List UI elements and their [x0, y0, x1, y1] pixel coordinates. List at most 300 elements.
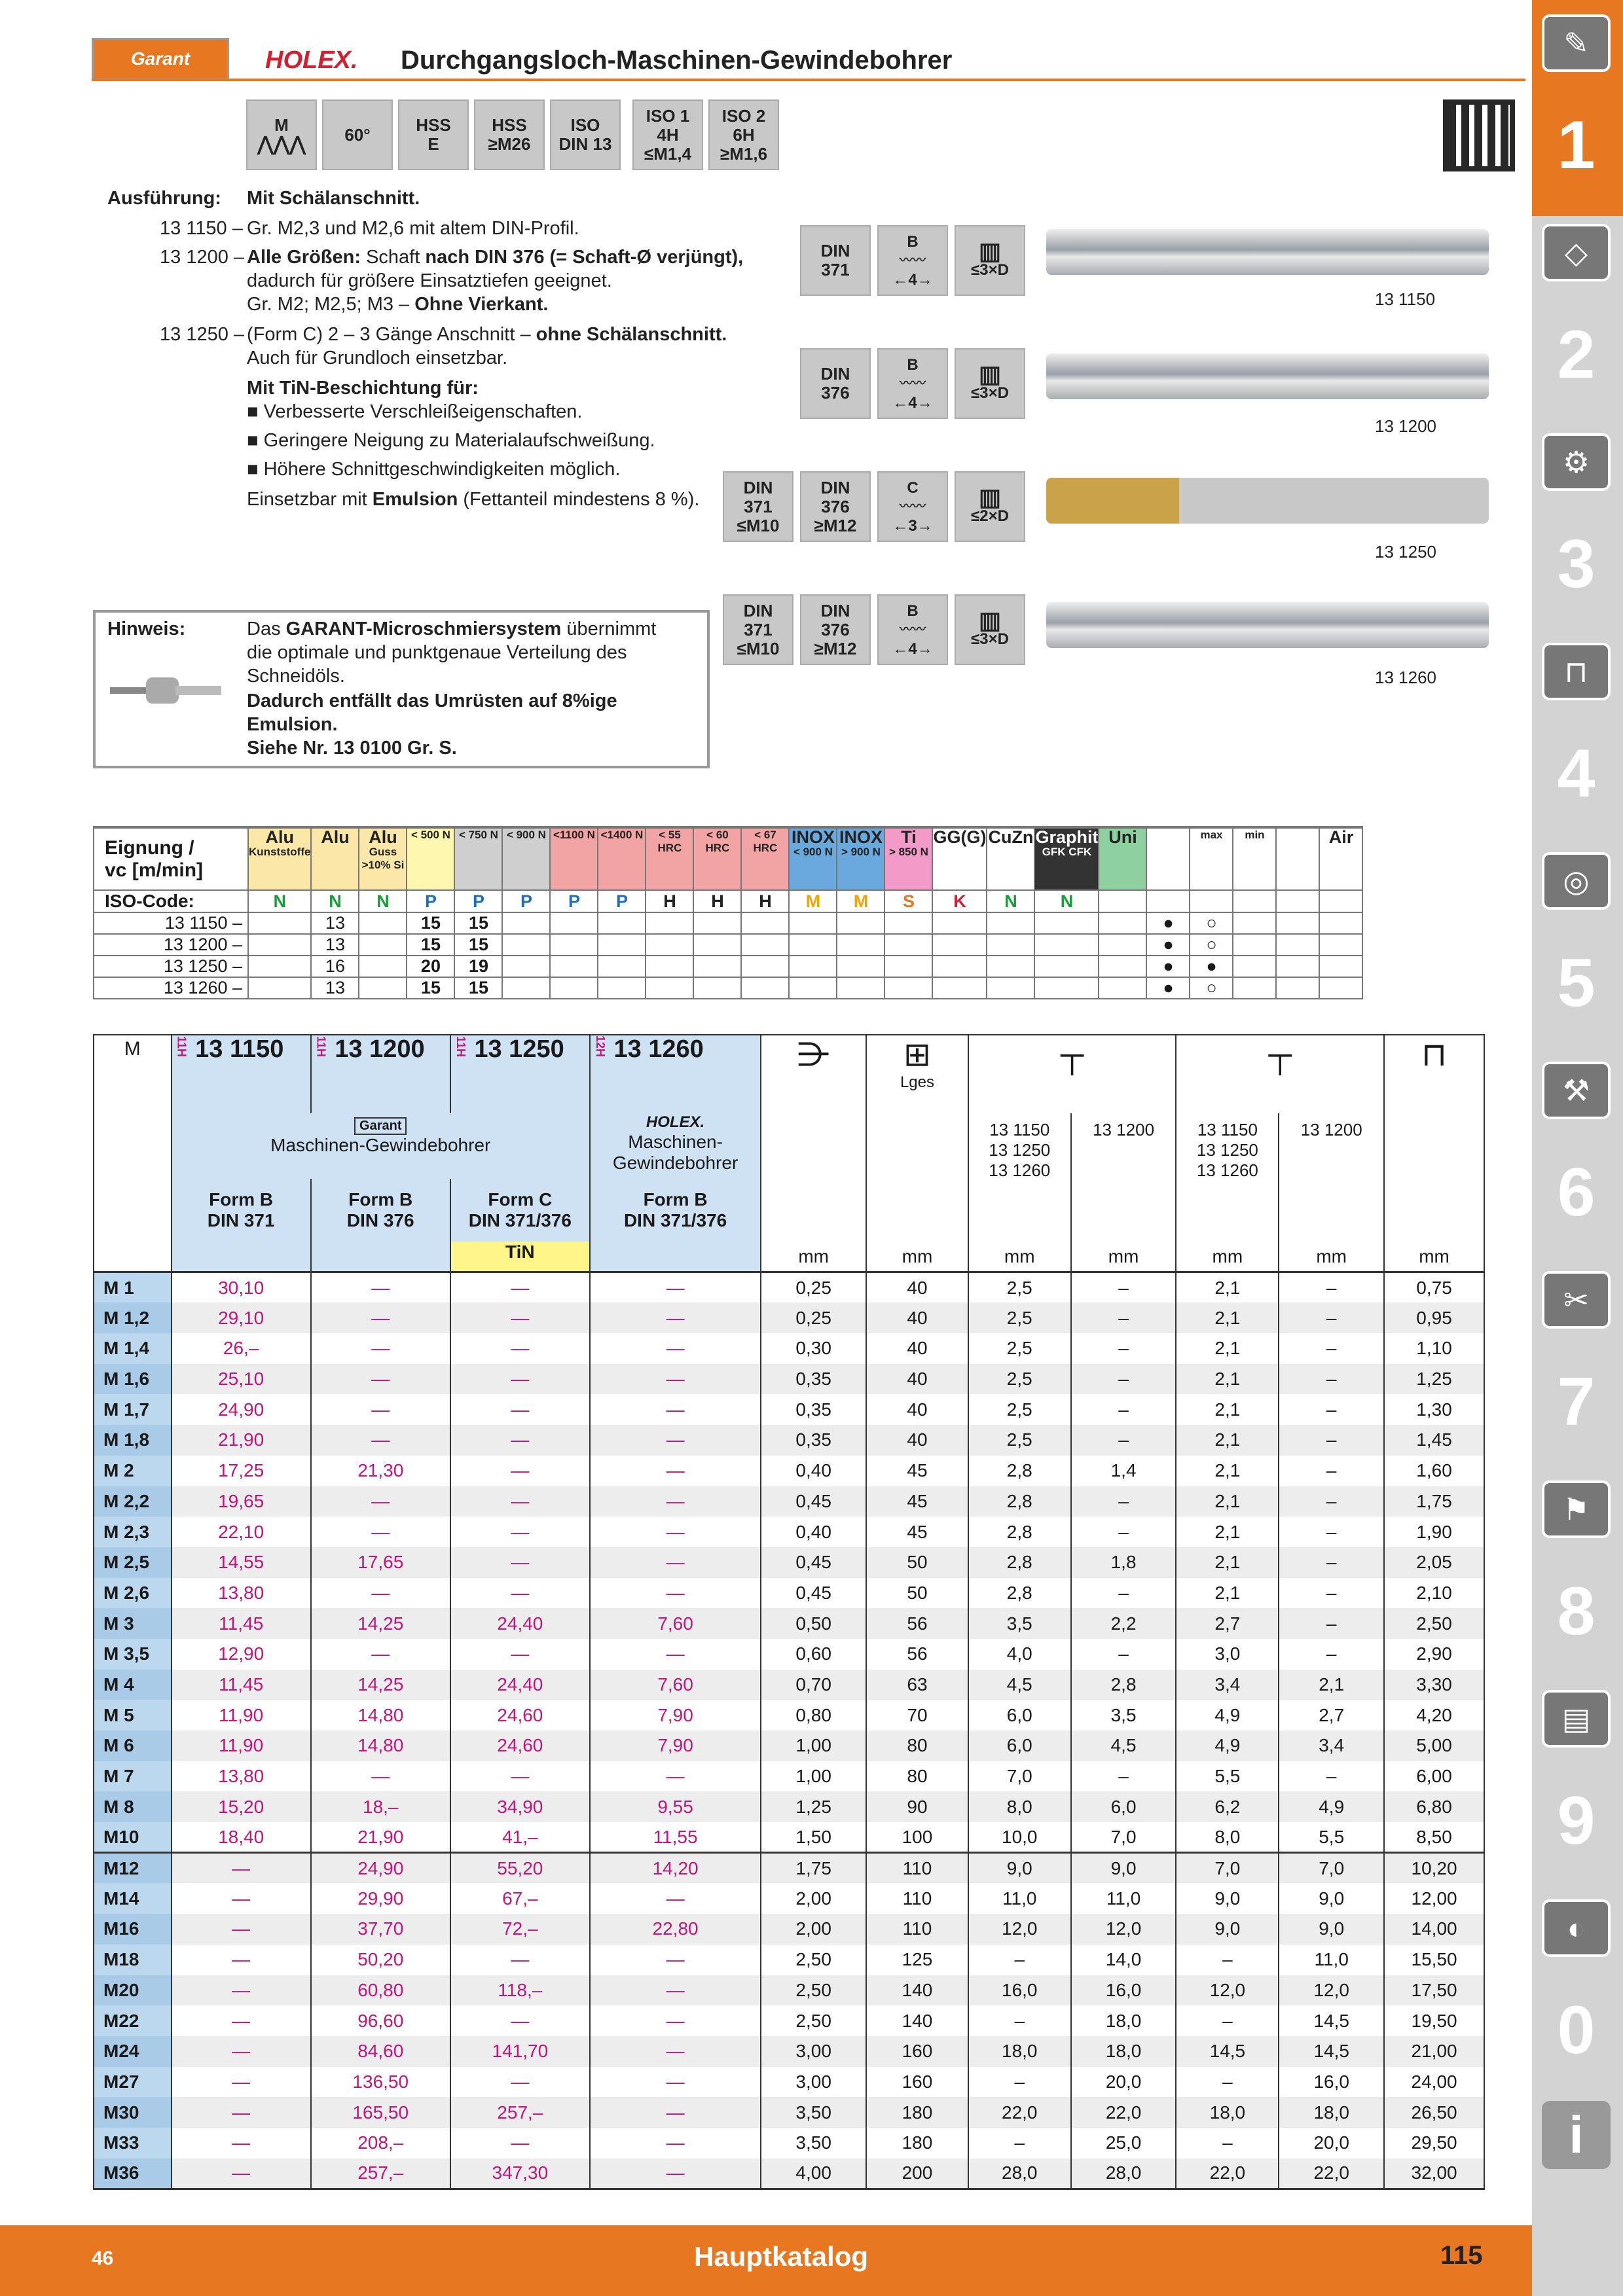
- table-cell: 18,0: [1071, 2036, 1176, 2067]
- table-cell: 50: [866, 1547, 968, 1578]
- suit-value: [1034, 912, 1099, 934]
- group-holex: HOLEX. Maschinen- Gewindebohrer: [590, 1113, 761, 1179]
- suit-value: 19: [454, 956, 502, 977]
- table-cell: –: [1279, 1456, 1384, 1486]
- table-cell: 21,90: [172, 1425, 311, 1456]
- suit-head: < 900 N: [502, 827, 550, 890]
- suit-head: min: [1233, 827, 1276, 890]
- page-title: Durchgangsloch-Maschinen-Gewindebohrer: [401, 45, 953, 75]
- suit-value: [359, 934, 407, 956]
- iso-code: N: [359, 890, 407, 912]
- table-cell: –: [1071, 1578, 1176, 1609]
- table-cell: —: [450, 1945, 590, 1975]
- spec-bullet: ■ Höhere Schnittgeschwindigkeiten möglich.: [247, 459, 621, 480]
- iso-label: ISO-Code:: [94, 890, 248, 912]
- table-cell: 2,00: [761, 1883, 866, 1914]
- table-cell: –: [1071, 1761, 1176, 1792]
- spec-line: Mit TiN-Beschichtung für:: [247, 378, 479, 399]
- col-code-131150: 11H 13 1150: [172, 1035, 311, 1113]
- sidebar-section-number[interactable]: 2: [1557, 317, 1596, 393]
- suit-value: [550, 956, 598, 977]
- table-cell: 90: [866, 1791, 968, 1822]
- table-cell: 2,5: [968, 1333, 1071, 1364]
- suit-value: [884, 912, 932, 934]
- spec-line: dadurch für größere Einsatztiefen geeignet.: [247, 270, 612, 291]
- suit-value: [932, 912, 987, 934]
- depth-box: ▥ ≤3×D: [955, 594, 1025, 665]
- table-cell: 2,90: [1384, 1639, 1484, 1670]
- sidebar-section-number[interactable]: 7: [1557, 1364, 1596, 1440]
- table-cell: 21,00: [1384, 2036, 1484, 2067]
- table-cell: 72,–: [450, 1914, 590, 1945]
- suit-value: [248, 934, 311, 956]
- table-cell: 180: [866, 2097, 968, 2128]
- suit-value: [987, 956, 1034, 977]
- table-cell: 257,–: [311, 2159, 450, 2189]
- table-cell: 11,55: [590, 1822, 761, 1853]
- suit-value: [1319, 956, 1362, 977]
- iso-code: [1233, 890, 1276, 912]
- suitability-table: [93, 826, 1363, 999]
- form-2: Form B DIN 376: [311, 1179, 450, 1242]
- iso-code: S: [884, 890, 932, 912]
- spec-line: Auch für Grundloch einsetzbar.: [247, 348, 508, 368]
- table-cell: –: [1279, 1486, 1384, 1517]
- table-cell: 0,40: [761, 1516, 866, 1547]
- note-line: Schneidöls.: [247, 666, 345, 687]
- table-cell: —: [172, 2159, 311, 2189]
- sidebar-section-number[interactable]: 3: [1557, 526, 1596, 602]
- table-cell: –: [1279, 1578, 1384, 1609]
- tap-image: [1046, 602, 1489, 648]
- table-cell: 14,25: [311, 1670, 450, 1700]
- sidebar-section-number[interactable]: 0: [1557, 1992, 1596, 2068]
- table-cell: —: [311, 1578, 450, 1609]
- sidebar-section-icon[interactable]: ⚙: [1542, 433, 1611, 491]
- sidebar-section-number[interactable]: 9: [1557, 1783, 1596, 1859]
- table-cell: 16,0: [968, 1975, 1071, 2006]
- iso-code: P: [407, 890, 454, 912]
- table-row: [94, 1456, 1484, 1486]
- table-cell: 14,25: [311, 1608, 450, 1639]
- table-cell: 2,1: [1176, 1272, 1279, 1303]
- sidebar-section-icon[interactable]: ✂: [1542, 1271, 1611, 1329]
- square-icon: ┬: [1176, 1035, 1384, 1113]
- note-label: Hinweis:: [107, 619, 186, 639]
- table-cell: —: [450, 1639, 590, 1670]
- table-cell: 2,8: [968, 1578, 1071, 1609]
- thread-size: M 1,2: [94, 1302, 172, 1333]
- table-cell: —: [311, 1364, 450, 1395]
- table-cell: 19,65: [172, 1486, 311, 1517]
- suit-value: [598, 912, 646, 934]
- thread-size: M27: [94, 2067, 172, 2098]
- suit-head: GG(G): [932, 827, 987, 890]
- suit-value: [1276, 934, 1319, 956]
- tool-label: 13 1260: [1375, 668, 1436, 687]
- spec-line: Einsetzbar mit Emulsion (Fettanteil mindestens 8 %).: [247, 489, 700, 510]
- suit-value: 15: [454, 934, 502, 956]
- table-row: [94, 1486, 1484, 1517]
- table-cell: —: [172, 1853, 311, 1884]
- table-cell: 160: [866, 2036, 968, 2067]
- iso-code: P: [454, 890, 502, 912]
- depth-box: ▥ ≤2×D: [955, 471, 1025, 542]
- sidebar-section-icon[interactable]: ◎: [1542, 852, 1611, 910]
- unit: mm: [761, 1242, 866, 1272]
- table-cell: 2,1: [1176, 1302, 1279, 1333]
- table-cell: 140: [866, 2005, 968, 2036]
- table-cell: 25,10: [172, 1364, 311, 1395]
- table-cell: 1,30: [1384, 1394, 1484, 1425]
- table-cell: 4,5: [968, 1670, 1071, 1700]
- table-cell: 2,8: [1071, 1670, 1176, 1700]
- suit-value: [646, 977, 693, 999]
- table-cell: 141,70: [450, 2036, 590, 2067]
- table-cell: 2,50: [761, 2005, 866, 2036]
- table-cell: 2,1: [1176, 1394, 1279, 1425]
- table-cell: —: [450, 1486, 590, 1517]
- table-cell: 41,–: [450, 1822, 590, 1853]
- table-cell: 1,60: [1384, 1456, 1484, 1486]
- iso-code: P: [598, 890, 646, 912]
- table-cell: 6,0: [968, 1731, 1071, 1761]
- table-cell: —: [590, 2159, 761, 2189]
- spec-bullet: ■ Geringere Neigung zu Materialaufschweißung.: [247, 430, 655, 451]
- shank-icon: ┬: [968, 1035, 1176, 1113]
- table-cell: 32,00: [1384, 2159, 1484, 2189]
- table-row: [94, 1272, 1484, 1303]
- table-cell: 1,50: [761, 1822, 866, 1853]
- table-row: [94, 1578, 1484, 1609]
- sidebar-section-number[interactable]: 5: [1557, 945, 1596, 1021]
- suit-value: [741, 934, 789, 956]
- suit-value: [1034, 956, 1099, 977]
- table-cell: 20,0: [1071, 2067, 1176, 2098]
- table-cell: 11,90: [172, 1700, 311, 1731]
- tool-label: 13 1150: [1375, 289, 1436, 309]
- thread-size: M12: [94, 1853, 172, 1884]
- table-cell: —: [590, 1975, 761, 2006]
- table-cell: —: [590, 1883, 761, 1914]
- table-cell: —: [590, 1425, 761, 1456]
- table-cell: –: [1279, 1516, 1384, 1547]
- suit-value: [1233, 912, 1276, 934]
- sidebar-section-icon[interactable]: ⚒: [1542, 1062, 1611, 1119]
- table-cell: 100: [866, 1822, 968, 1853]
- table-cell: 12,0: [1279, 1975, 1384, 2006]
- table-cell: 6,0: [968, 1700, 1071, 1731]
- suit-value: [248, 912, 311, 934]
- suit-value: [502, 912, 550, 934]
- table-cell: 10,20: [1384, 1853, 1484, 1884]
- thread-size: M20: [94, 1975, 172, 2006]
- table-cell: 7,60: [590, 1608, 761, 1639]
- table-cell: 13,80: [172, 1578, 311, 1609]
- table-cell: 17,65: [311, 1547, 450, 1578]
- table-cell: 7,60: [590, 1670, 761, 1700]
- suit-code: 13 1200 –: [94, 934, 248, 956]
- depth-box: ▥ ≤3×D: [955, 225, 1025, 296]
- table-cell: 0,25: [761, 1272, 866, 1303]
- tool-label: 13 1250: [1375, 542, 1436, 562]
- suit-value: 16: [311, 956, 359, 977]
- table-cell: 40: [866, 1364, 968, 1395]
- table-cell: 4,20: [1384, 1700, 1484, 1731]
- tool-label: 13 1200: [1375, 416, 1436, 436]
- suit-value: 15: [407, 977, 454, 999]
- table-cell: —: [450, 1394, 590, 1425]
- table-cell: 208,–: [311, 2128, 450, 2159]
- table-cell: —: [172, 1883, 311, 1914]
- table-cell: 11,45: [172, 1608, 311, 1639]
- thread-size: M33: [94, 2128, 172, 2159]
- suit-value: 15: [407, 912, 454, 934]
- din-box: DIN 371 ≤M10: [723, 594, 793, 665]
- suit-value: [884, 977, 932, 999]
- table-cell: 3,50: [761, 2128, 866, 2159]
- sidebar-section-icon[interactable]: ▤: [1542, 1690, 1611, 1748]
- table-cell: 22,0: [1071, 2097, 1176, 2128]
- iso-code: N: [248, 890, 311, 912]
- table-cell: 63: [866, 1670, 968, 1700]
- table-cell: –: [1176, 2067, 1279, 2098]
- thread-size: M22: [94, 2005, 172, 2036]
- table-cell: 40: [866, 1394, 968, 1425]
- suit-value: [550, 977, 598, 999]
- table-cell: 40: [866, 1302, 968, 1333]
- table-cell: 8,0: [1176, 1822, 1279, 1853]
- qr-code-icon[interactable]: [1443, 99, 1515, 171]
- suit-value: [1099, 977, 1146, 999]
- sidebar-section-icon[interactable]: ⊓: [1542, 643, 1611, 700]
- spec-line: Alle Größen: Schaft nach DIN 376 (= Schaft-Ø verjüngt),: [247, 247, 744, 268]
- table-cell: 1,00: [761, 1761, 866, 1792]
- table-row: [94, 1333, 1484, 1364]
- table-cell: 4,5: [1071, 1731, 1176, 1761]
- suit-value: [1319, 912, 1362, 934]
- suit-value: [1233, 977, 1276, 999]
- suit-value: ●: [1190, 956, 1233, 977]
- table-cell: —: [311, 1639, 450, 1670]
- suit-value: [789, 934, 837, 956]
- suit-head: < 750 N: [454, 827, 502, 890]
- suit-value: [598, 956, 646, 977]
- table-cell: —: [590, 1394, 761, 1425]
- table-cell: —: [590, 1333, 761, 1364]
- table-cell: 3,5: [1071, 1700, 1176, 1731]
- table-row: [94, 1670, 1484, 1700]
- table-cell: 2,1: [1176, 1333, 1279, 1364]
- suit-head: CuZn: [987, 827, 1034, 890]
- table-cell: 24,40: [450, 1608, 590, 1639]
- unit: mm: [968, 1242, 1071, 1272]
- suit-value: [837, 934, 884, 956]
- table-cell: 22,10: [172, 1516, 311, 1547]
- table-cell: 4,9: [1176, 1731, 1279, 1761]
- table-cell: 29,10: [172, 1302, 311, 1333]
- table-cell: —: [450, 1547, 590, 1578]
- table-cell: 9,55: [590, 1791, 761, 1822]
- table-cell: –: [1279, 1394, 1384, 1425]
- suit-value: 15: [454, 977, 502, 999]
- chip-hss-m26: HSS ≥M26: [474, 99, 545, 170]
- table-cell: 30,10: [172, 1272, 311, 1303]
- col-code-131200: 11H 13 1200: [311, 1035, 450, 1113]
- suit-value: [837, 977, 884, 999]
- table-cell: 15,20: [172, 1791, 311, 1822]
- table-cell: 21,30: [311, 1456, 450, 1486]
- thread-size: M 2,6: [94, 1578, 172, 1609]
- table-cell: 0,80: [761, 1700, 866, 1731]
- sidebar-section-number[interactable]: 6: [1557, 1155, 1596, 1230]
- suit-value: 13: [311, 912, 359, 934]
- table-cell: –: [1071, 1639, 1176, 1670]
- suit-value: ○: [1190, 977, 1233, 999]
- table-cell: 16,0: [1071, 1975, 1176, 2006]
- table-cell: 1,00: [761, 1731, 866, 1761]
- suit-label: Eignung / vc [m/min]: [94, 827, 248, 890]
- table-cell: 0,40: [761, 1456, 866, 1486]
- suit-value: [1099, 956, 1146, 977]
- table-cell: 180: [866, 2128, 968, 2159]
- table-cell: –: [1071, 1333, 1176, 1364]
- table-cell: 0,35: [761, 1394, 866, 1425]
- table-cell: 13,80: [172, 1761, 311, 1792]
- header-rule: [92, 79, 1525, 81]
- suit-value: ●: [1146, 977, 1190, 999]
- suit-value: [987, 977, 1034, 999]
- sidebar-section-icon[interactable]: ⚑: [1542, 1480, 1611, 1538]
- table-cell: 140: [866, 1975, 968, 2006]
- table-cell: —: [590, 1578, 761, 1609]
- table-cell: 2,50: [761, 1975, 866, 2006]
- table-cell: —: [450, 1364, 590, 1395]
- suit-head: INOX < 900 N: [789, 827, 837, 890]
- suit-value: [932, 934, 987, 956]
- table-cell: 2,5: [968, 1394, 1071, 1425]
- table-cell: 2,8: [968, 1516, 1071, 1547]
- suit-head: < 67 HRC: [741, 827, 789, 890]
- table-cell: 0,35: [761, 1364, 866, 1395]
- table-cell: 1,75: [1384, 1486, 1484, 1517]
- form-3: Form C DIN 371/376: [450, 1179, 590, 1242]
- table-cell: 45: [866, 1456, 968, 1486]
- depth-box: ▥ ≤3×D: [955, 348, 1025, 419]
- table-cell: –: [1279, 1547, 1384, 1578]
- suit-value: [837, 956, 884, 977]
- col-code-131260: 12H 13 1260: [590, 1035, 761, 1113]
- footer-page-left: 46: [92, 2248, 114, 2269]
- table-cell: –: [1071, 1516, 1176, 1547]
- table-cell: —: [590, 1364, 761, 1395]
- table-cell: 56: [866, 1639, 968, 1670]
- table-cell: –: [968, 2067, 1071, 2098]
- sidebar-section-icon[interactable]: ◐: [1542, 1899, 1611, 1957]
- sidebar-section-number[interactable]: 8: [1557, 1573, 1596, 1649]
- thread-size: M16: [94, 1914, 172, 1945]
- sidebar-section-number[interactable]: 4: [1557, 736, 1596, 812]
- table-cell: —: [172, 2128, 311, 2159]
- form-1: Form B DIN 371: [172, 1179, 311, 1242]
- table-row: [94, 2036, 1484, 2067]
- thread-size: M14: [94, 1883, 172, 1914]
- suit-value: [1233, 956, 1276, 977]
- iso-code: P: [550, 890, 598, 912]
- table-cell: 80: [866, 1731, 968, 1761]
- sidebar-section-number[interactable]: 1: [1557, 107, 1596, 183]
- sidebar-section-icon[interactable]: ◇: [1542, 224, 1611, 281]
- table-cell: 2,5: [968, 1364, 1071, 1395]
- table-row: [94, 2097, 1484, 2128]
- table-row: [94, 1302, 1484, 1333]
- sidebar-section-number[interactable]: i: [1542, 2101, 1611, 2169]
- table-cell: –: [968, 2128, 1071, 2159]
- chip-iso1: ISO 1 4H ≤M1,4: [632, 99, 703, 170]
- table-cell: 2,7: [1176, 1608, 1279, 1639]
- table-cell: 165,50: [311, 2097, 450, 2128]
- col-code-131250: 11H 13 1250: [450, 1035, 590, 1113]
- table-cell: 4,9: [1279, 1791, 1384, 1822]
- suit-value: [987, 912, 1034, 934]
- table-cell: 1,45: [1384, 1425, 1484, 1456]
- table-cell: 24,40: [450, 1670, 590, 1700]
- sub-a: 13 1150 13 1250 13 1260: [968, 1113, 1071, 1242]
- form-box: C 〰〰 ←3→: [877, 471, 948, 542]
- table-cell: —: [590, 1761, 761, 1792]
- table-cell: —: [590, 2128, 761, 2159]
- table-cell: —: [311, 1394, 450, 1425]
- table-cell: 28,0: [968, 2159, 1071, 2189]
- table-cell: 1,10: [1384, 1333, 1484, 1364]
- table-cell: 1,25: [761, 1791, 866, 1822]
- table-cell: 24,90: [172, 1394, 311, 1425]
- table-cell: 11,0: [968, 1883, 1071, 1914]
- table-cell: 5,5: [1279, 1822, 1384, 1853]
- table-cell: 22,0: [1176, 2159, 1279, 2189]
- suit-value: [646, 912, 693, 934]
- suit-value: [502, 956, 550, 977]
- din-box: DIN 371 ≤M10: [723, 471, 793, 542]
- table-cell: 7,0: [968, 1761, 1071, 1792]
- table-row: [94, 1639, 1484, 1670]
- table-cell: 12,0: [968, 1914, 1071, 1945]
- table-cell: 2,1: [1176, 1486, 1279, 1517]
- sidebar-section-icon[interactable]: ✎: [1542, 14, 1611, 72]
- table-cell: –: [1071, 1425, 1176, 1456]
- suit-value: [693, 956, 741, 977]
- table-cell: 12,0: [1176, 1975, 1279, 2006]
- suit-value: [550, 912, 598, 934]
- table-cell: 136,50: [311, 2067, 450, 2098]
- table-cell: —: [311, 1425, 450, 1456]
- suit-value: ○: [1190, 912, 1233, 934]
- table-cell: 14,55: [172, 1547, 311, 1578]
- suit-value: [1233, 934, 1276, 956]
- sub-b: 13 1200: [1071, 1113, 1176, 1242]
- size-table: [93, 1034, 1485, 2190]
- table-cell: 0,30: [761, 1333, 866, 1364]
- table-cell: 22,0: [968, 2097, 1071, 2128]
- thread-size: M 1,8: [94, 1425, 172, 1456]
- suit-value: 13: [311, 977, 359, 999]
- table-cell: 2,10: [1384, 1578, 1484, 1609]
- table-cell: –: [1279, 1425, 1384, 1456]
- table-cell: 11,45: [172, 1670, 311, 1700]
- table-row: [94, 2067, 1484, 2098]
- table-cell: 67,–: [450, 1883, 590, 1914]
- table-cell: 4,9: [1176, 1700, 1279, 1731]
